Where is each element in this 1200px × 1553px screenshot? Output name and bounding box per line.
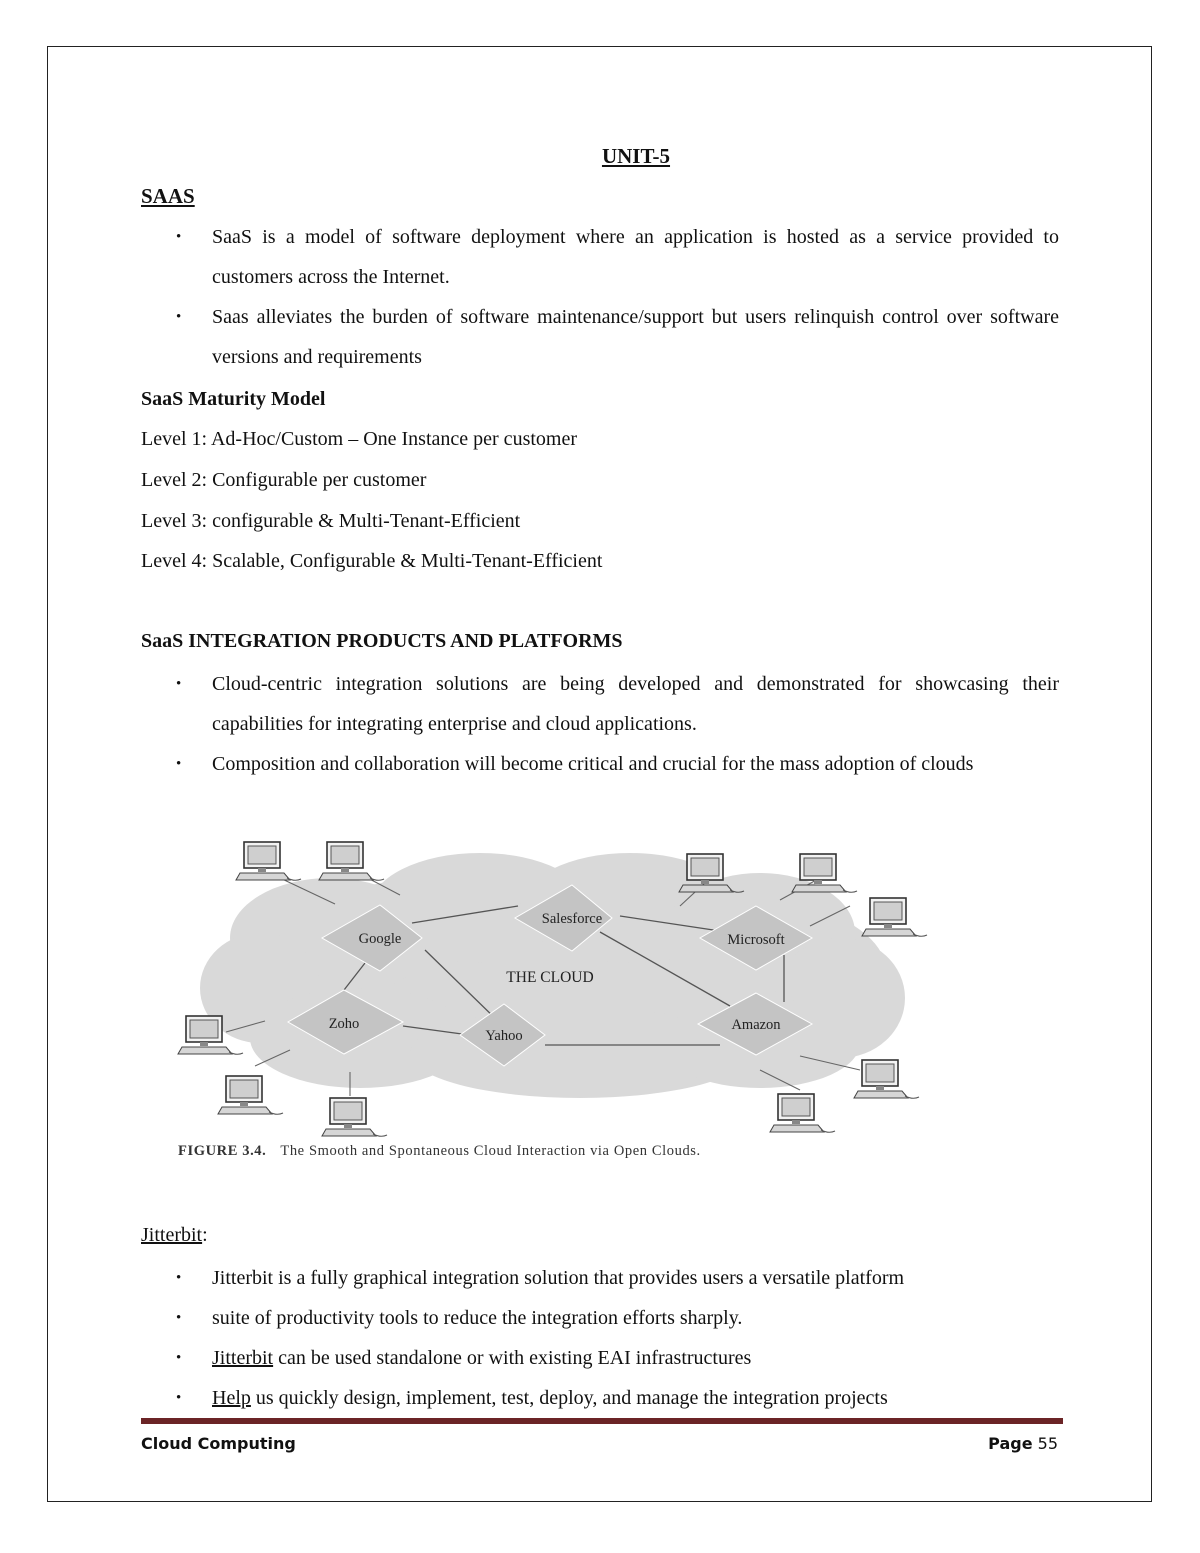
node-zoho-label: Zoho	[328, 1016, 360, 1032]
computer-icon	[322, 1098, 387, 1136]
node-microsoft-label: Microsoft	[727, 932, 785, 948]
maturity-level-1: Level 1: Ad-Hoc/Custom – One Instance per customer	[141, 428, 577, 450]
computer-icon	[792, 854, 857, 892]
computer-icon	[770, 1094, 835, 1132]
bullet-text: Jitterbit is a fully graphical integration solution that provides users a versatile platform	[212, 1267, 905, 1289]
list-item: • Composition and collaboration will become critical and crucial for the mass adoption of clouds	[141, 744, 1059, 784]
node-google-label: Google	[358, 931, 402, 947]
footer-rule	[141, 1418, 1063, 1424]
jitterbit-heading-text: Jitterbit	[141, 1224, 203, 1246]
computer-icon	[236, 842, 301, 880]
jitterbit-heading-colon: :	[202, 1224, 208, 1246]
cloud-label: THE CLOUD	[506, 969, 594, 986]
computer-icon	[854, 1060, 919, 1098]
bullet-text: us quickly design, implement, test, deploy, and manage the integration projects	[250, 1387, 888, 1409]
jitterbit-bullet-list	[141, 1258, 1059, 1418]
underlined-term: Help	[212, 1387, 251, 1409]
node-amazon-label: Amazon	[731, 1017, 781, 1033]
list-item	[141, 1298, 1059, 1338]
page-number	[988, 1434, 1058, 1453]
bullet-text: suite of productivity tools to reduce the integration efforts sharply.	[212, 1307, 743, 1329]
maturity-level-2: Level 2: Configurable per customer	[141, 469, 427, 491]
integration-bullet-list	[141, 664, 1059, 784]
integration-heading: SaaS INTEGRATION PRODUCTS AND PLATFORMS	[141, 630, 623, 652]
saas-bullet-list	[141, 217, 1059, 377]
list-item	[141, 1378, 1059, 1418]
maturity-level-3: Level 3: configurable & Multi-Tenant-Efficient	[141, 510, 521, 532]
underlined-term: Jitterbit	[212, 1347, 274, 1369]
page-label: Page	[988, 1434, 1033, 1453]
saas-heading: SAAS	[141, 184, 195, 208]
bullet-text: can be used standalone or with existing EAI infrastructures	[273, 1347, 752, 1369]
node-yahoo-label: Yahoo	[485, 1028, 523, 1044]
list-item	[141, 1258, 1059, 1298]
maturity-level-4: Level 4: Scalable, Configurable & Multi-Tenant-Efficient	[141, 550, 603, 572]
list-item: • SaaS is a model of software deployment where an application is hosted as a service provided to customers across the Internet.	[141, 217, 1059, 297]
figure-caption	[178, 1143, 701, 1160]
page-number-value: 55	[1037, 1434, 1058, 1453]
unit-title: UNIT-5	[601, 144, 671, 168]
figure-caption-number: FIGURE 3.4.	[178, 1143, 267, 1159]
cloud-interaction-figure	[160, 838, 950, 1138]
maturity-heading: SaaS Maturity Model	[141, 388, 326, 410]
footer-title: Cloud Computing	[141, 1434, 296, 1453]
list-item: • Cloud-centric integration solutions are being developed and demonstrated for showcasing their capabilities for integrating enterprise and cloud applications.	[141, 664, 1059, 744]
computer-icon	[218, 1076, 283, 1114]
list-item	[141, 1338, 1059, 1378]
computer-icon	[862, 898, 927, 936]
figure-caption-text: The Smooth and Spontaneous Cloud Interaction via Open Clouds.	[280, 1143, 701, 1159]
jitterbit-heading	[141, 1224, 208, 1247]
computer-icon	[319, 842, 384, 880]
node-salesforce-label: Salesforce	[541, 911, 603, 927]
list-item: • Saas alleviates the burden of software maintenance/support but users relinquish control over software versions and requirements	[141, 297, 1059, 377]
